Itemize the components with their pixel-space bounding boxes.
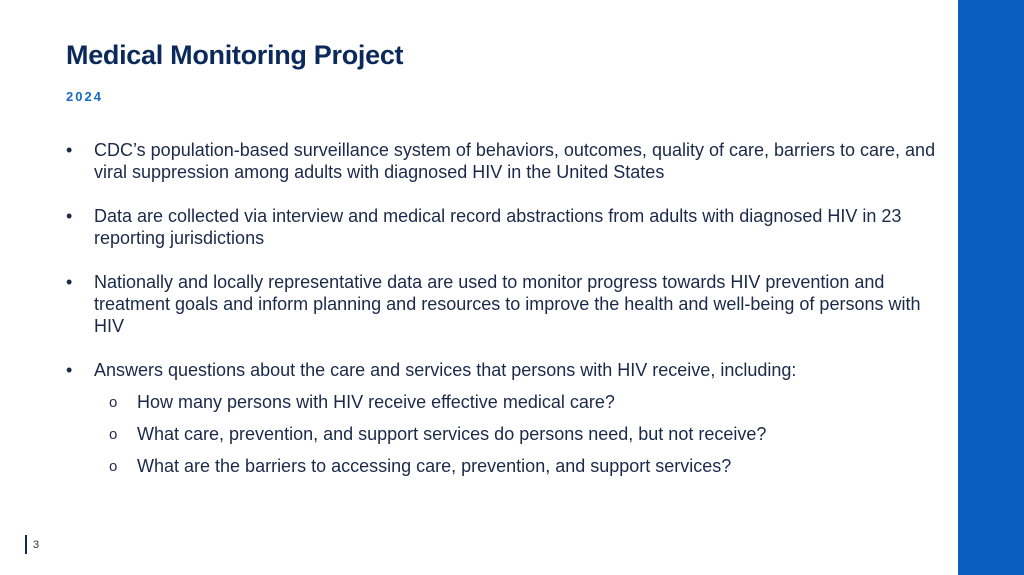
bullet-item bbox=[66, 271, 936, 337]
sub-bullet-marker: o bbox=[109, 394, 118, 411]
sub-bullet-item bbox=[94, 423, 936, 445]
bullet-marker: • bbox=[66, 140, 73, 160]
side-accent-bar bbox=[958, 0, 1024, 575]
sub-bullet-text: What care, prevention, and support services do persons need, but not receive? bbox=[137, 424, 767, 444]
sub-bullet-item bbox=[94, 391, 936, 413]
sub-bullet-text: What are the barriers to accessing care, prevention, and support services? bbox=[137, 456, 732, 476]
sub-bullet-item bbox=[94, 455, 936, 477]
bullet-item bbox=[66, 205, 936, 249]
bullet-item bbox=[66, 359, 936, 477]
bullet-marker: • bbox=[66, 206, 73, 226]
sub-bullet-marker: o bbox=[109, 458, 118, 475]
bullet-marker: • bbox=[66, 272, 73, 292]
page-number: 3 bbox=[33, 539, 40, 551]
slide-subtitle: 2024 bbox=[66, 89, 103, 104]
bullet-text: CDC’s population-based surveillance system of behaviors, outcomes, quality of care, barriers to care, and viral suppression among adults with diagnosed HIV in the United States bbox=[94, 140, 936, 182]
sub-bullet-list bbox=[94, 391, 936, 477]
slide-title: Medical Monitoring Project bbox=[66, 40, 404, 70]
bullet-marker: • bbox=[66, 360, 73, 380]
bullet-text: Data are collected via interview and medical record abstractions from adults with diagnosed HIV in 23 reporting jurisdictions bbox=[94, 206, 902, 248]
bullet-text: Answers questions about the care and services that persons with HIV receive, including: bbox=[94, 360, 797, 380]
bullet-text: Nationally and locally representative data are used to monitor progress towards HIV prevention and treatment goals and inform planning and resources to improve the health and well-being of persons with HIV bbox=[94, 272, 921, 336]
page-number-rule bbox=[25, 535, 27, 554]
sub-bullet-text: How many persons with HIV receive effective medical care? bbox=[137, 392, 615, 412]
sub-bullet-marker: o bbox=[109, 426, 118, 443]
bullet-item bbox=[66, 139, 936, 183]
bullet-list bbox=[66, 139, 936, 499]
